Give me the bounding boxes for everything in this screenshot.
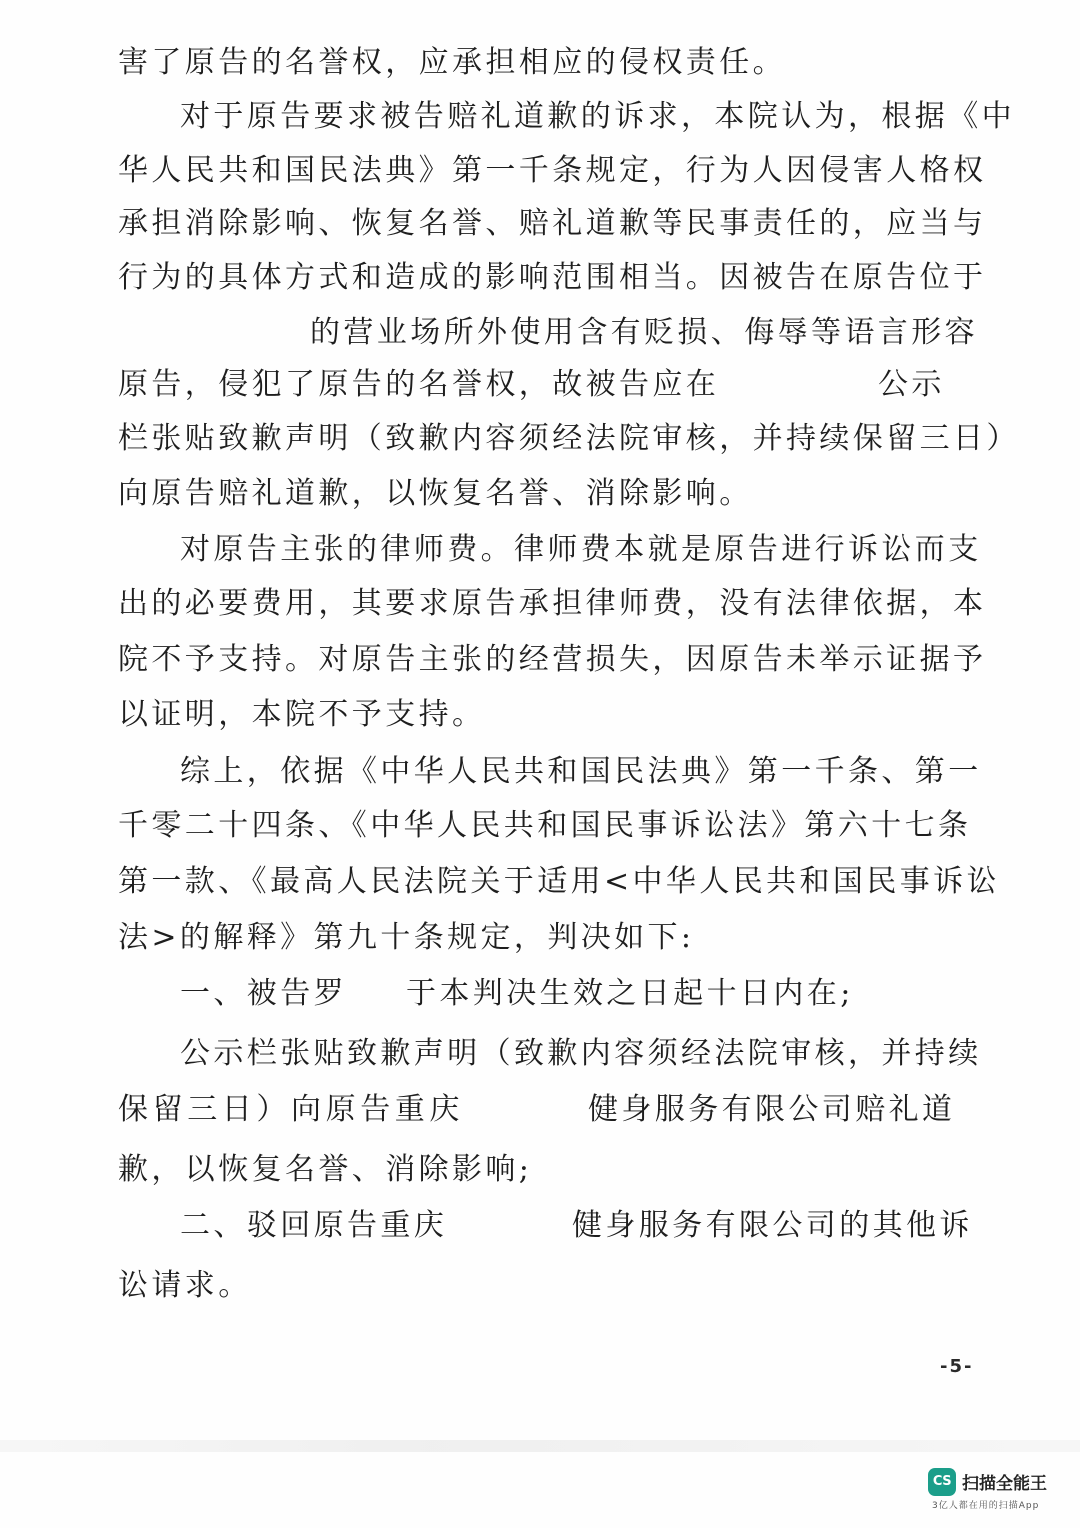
- text-line: 原告，侵犯了原告的名誉权，故被告应在: [118, 367, 720, 402]
- text-line: 向原告赔礼道歉，以恢复名誉、消除影响。: [118, 476, 753, 511]
- text-line: 法>的解释》第九十条规定，判决如下:: [118, 920, 695, 955]
- text-line: 对原告主张的律师费。律师费本就是原告进行诉讼而支: [180, 532, 982, 567]
- text-line: 健身服务有限公司的其他诉: [572, 1208, 973, 1243]
- text-line: 对于原告要求被告赔礼道歉的诉求，本院认为，根据《中: [180, 99, 1015, 134]
- text-line: 讼请求。: [118, 1268, 252, 1303]
- text-line: 栏张贴致歉声明（致歉内容须经法院审核，并持续保留三日）: [118, 421, 1020, 456]
- text-line: 于本判决生效之日起十日内在;: [406, 976, 854, 1011]
- text-line: 综上，依据《中华人民共和国民法典》第一千条、第一: [180, 754, 982, 789]
- text-line: 千零二十四条、《中华人民共和国民事诉讼法》第六十七条: [118, 808, 972, 843]
- text-line: 以证明，本院不予支持。: [118, 697, 486, 732]
- page-number: -5-: [940, 1356, 974, 1377]
- text-line: 二、驳回原告重庆: [180, 1208, 448, 1243]
- text-line: 华人民共和国民法典》第一千条规定，行为人因侵害人格权: [118, 153, 987, 188]
- text-line: 公示栏张贴致歉声明（致歉内容须经法院审核，并持续: [180, 1036, 982, 1071]
- text-line: 保留三日）向原告重庆: [118, 1092, 464, 1127]
- text-line: 院不予支持。对原告主张的经营损失，因原告未举示证据予: [118, 642, 987, 677]
- text-line: 歉，以恢复名誉、消除影响;: [118, 1152, 533, 1187]
- text-line: 害了原告的名誉权，应承担相应的侵权责任。: [118, 45, 786, 80]
- watermark-app-name: 扫描全能王: [962, 1474, 1047, 1494]
- text-line: 公示: [878, 367, 945, 402]
- scanner-watermark: [928, 1466, 1066, 1512]
- text-line: 一、被告罗: [180, 976, 347, 1011]
- text-line: 第一款、《最高人民法院关于适用<中华人民共和国民事诉讼: [118, 864, 1000, 899]
- watermark-tagline: 3亿人都在用的扫描App: [932, 1501, 1040, 1511]
- camscanner-logo-icon: CS: [928, 1468, 956, 1496]
- scan-shadow: [0, 1440, 1080, 1452]
- text-line: 承担消除影响、恢复名誉、赔礼道歉等民事责任的，应当与: [118, 206, 987, 241]
- text-line: 的营业场所外使用含有贬损、侮辱等语言形容: [310, 315, 978, 350]
- text-line: 出的必要费用，其要求原告承担律师费，没有法律依据，本: [118, 586, 987, 621]
- text-line: 健身服务有限公司赔礼道: [588, 1092, 956, 1127]
- text-line: 行为的具体方式和造成的影响范围相当。因被告在原告位于: [118, 260, 987, 295]
